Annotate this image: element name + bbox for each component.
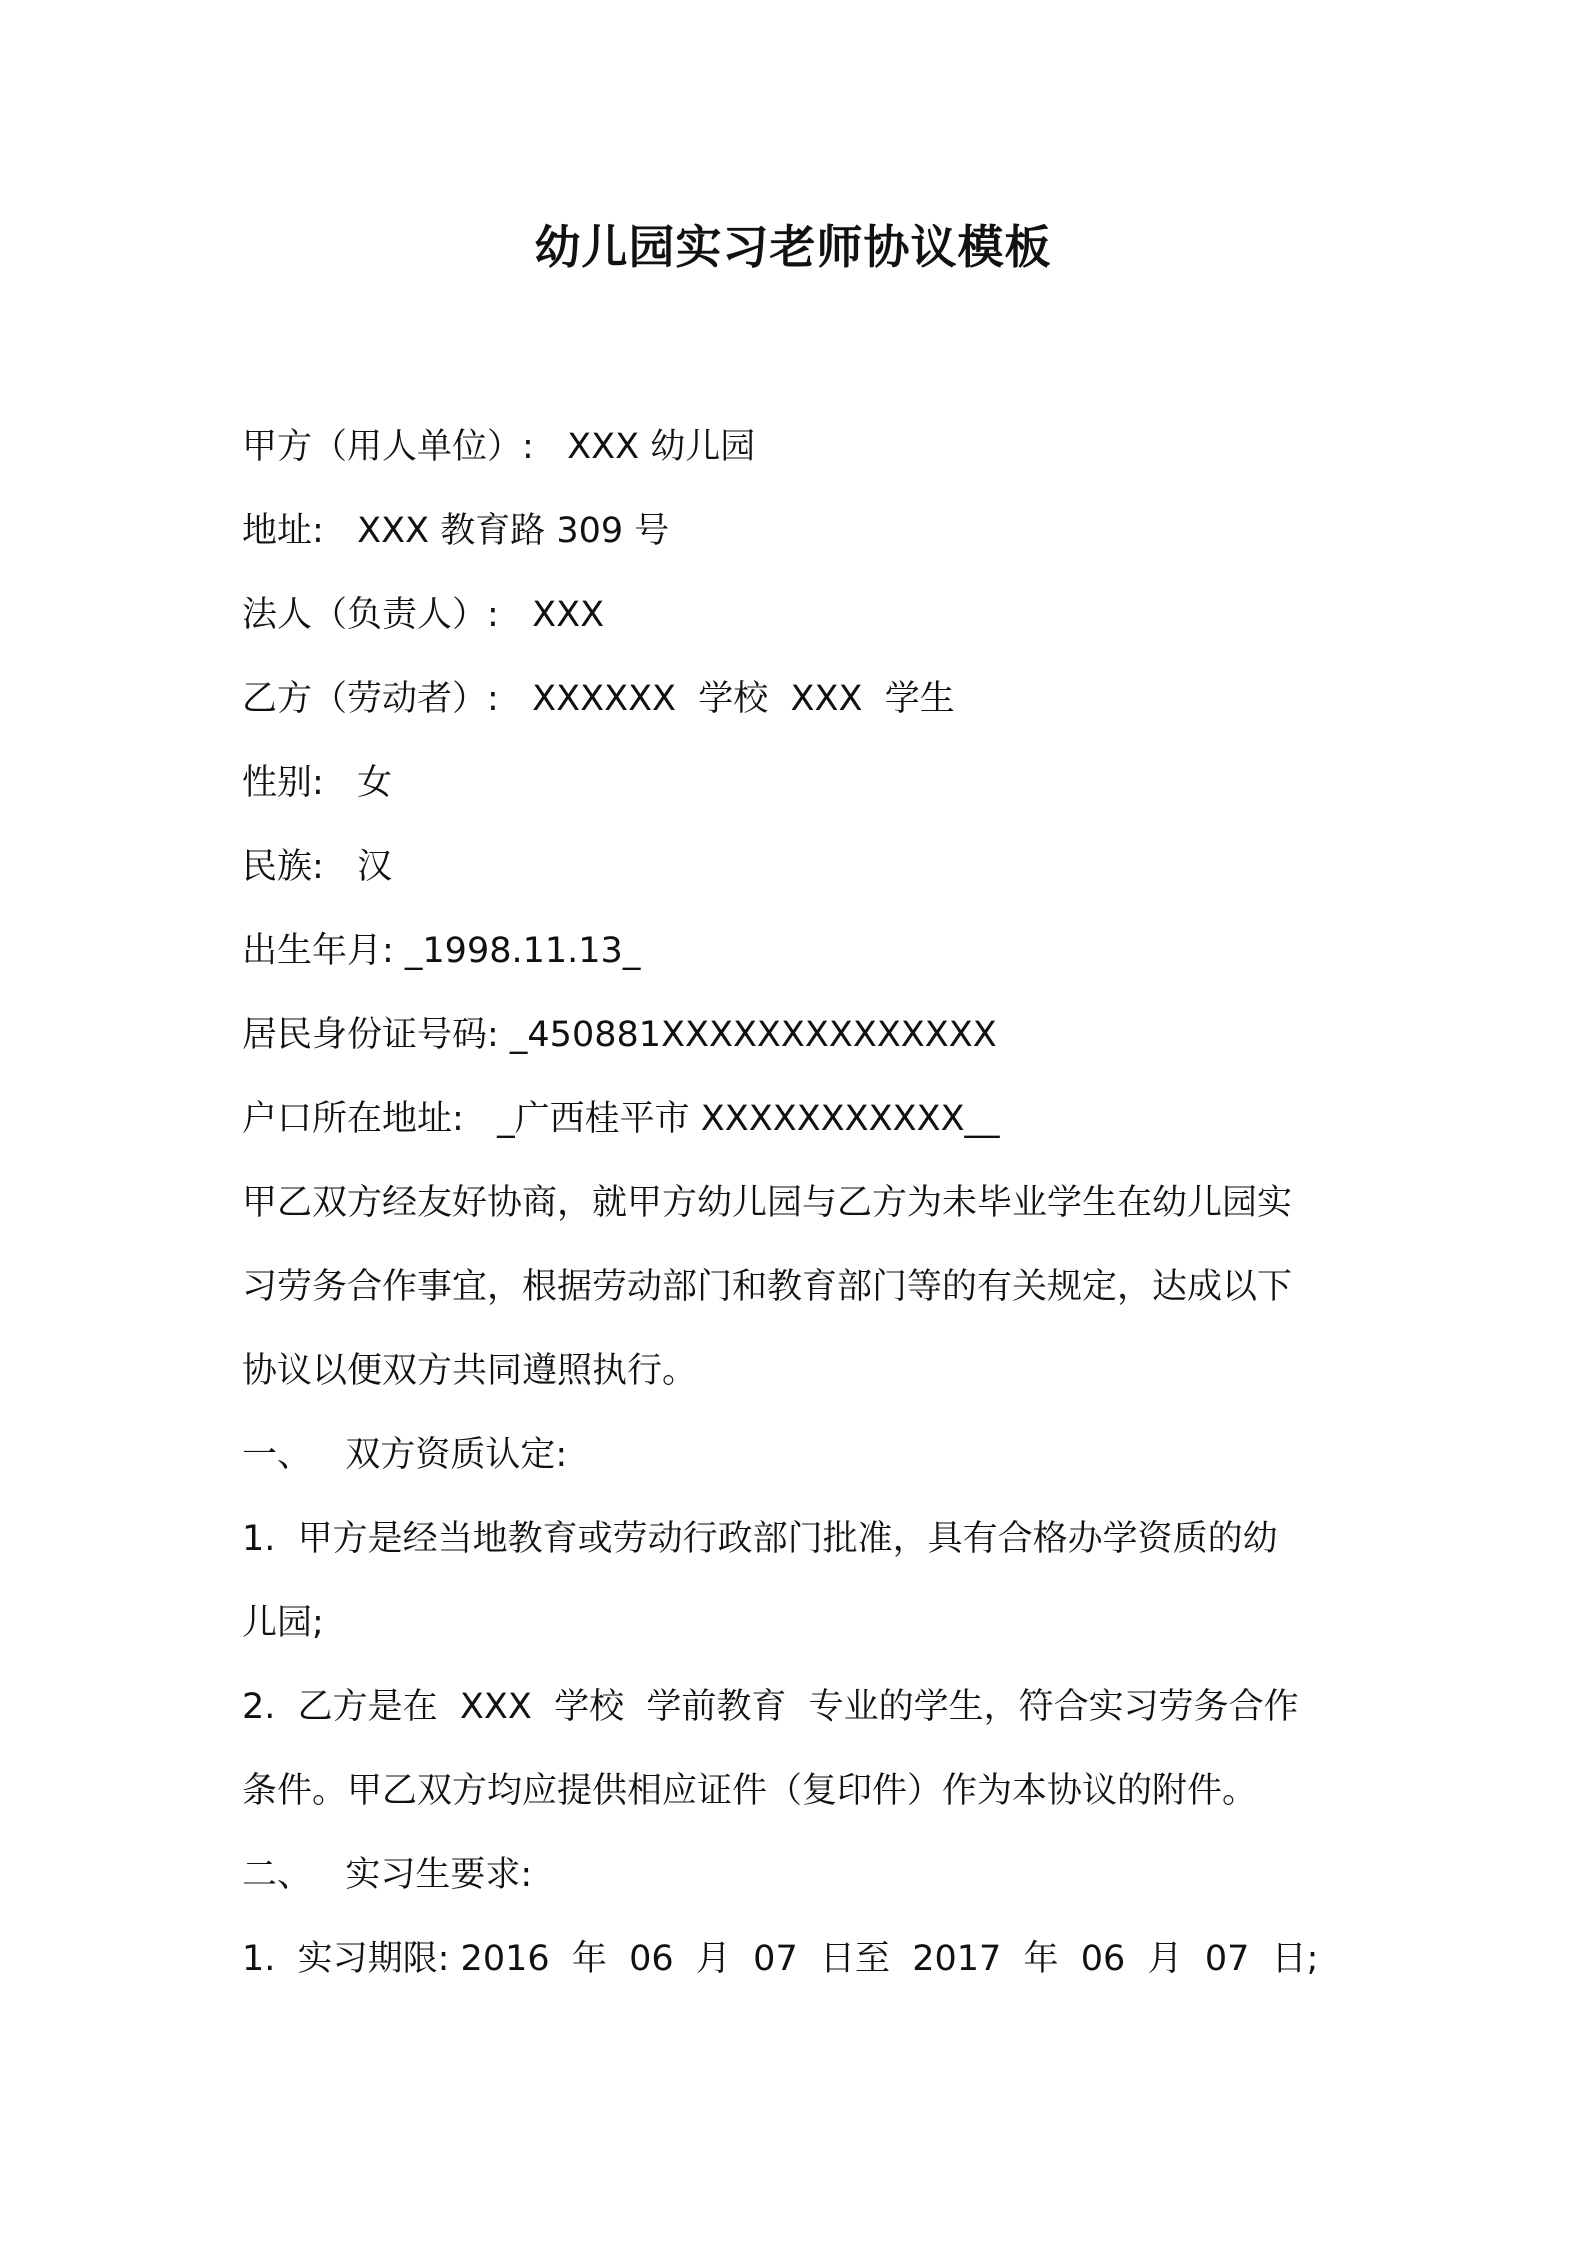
intro-paragraph-line: 协议以便双方共同遵照执行。 [242, 1351, 698, 1391]
address-line: 地址: XXX 教育路 309 号 [242, 511, 670, 551]
ethnicity-line: 民族: 汉 [242, 847, 393, 887]
id-number-line: 居民身份证号码: _450881XXXXXXXXXXXXXX [242, 1015, 997, 1055]
legal-rep-line: 法人（负责人）: XXX [242, 595, 605, 635]
gender-line: 性别: 女 [242, 763, 393, 803]
intro-paragraph-line: 甲乙双方经友好协商，就甲方幼儿园与乙方为未毕业学生在幼儿园实 [242, 1183, 1293, 1223]
section-heading: 一、 双方资质认定: [242, 1435, 568, 1475]
party-a-line: 甲方（用人单位）: XXX 幼儿园 [242, 427, 756, 467]
birth-date-line: 出生年月: _1998.11.13_ [242, 931, 641, 971]
party-b-line: 乙方（劳动者）: XXXXXX 学校 XXX 学生 [242, 679, 955, 719]
clause-line: 2. 乙方是在 XXX 学校 学前教育 专业的学生，符合实习劳务合作 [242, 1687, 1299, 1727]
clause-line: 1. 甲方是经当地教育或劳动行政部门批准，具有合格办学资质的幼 [242, 1519, 1278, 1559]
clause-line: 条件。甲乙双方均应提供相应证件（复印件）作为本协议的附件。 [242, 1771, 1258, 1811]
section-heading: 二、 实习生要求: [242, 1855, 533, 1895]
clause-line: 1. 实习期限: 2016 年 06 月 07 日至 2017 年 06 月 07 日; [242, 1939, 1319, 1979]
household-address-line: 户口所在地址: _广西桂平市 XXXXXXXXXXX__ [242, 1099, 1000, 1139]
document-body [242, 405, 1362, 2001]
clause-line: 儿园; [242, 1603, 324, 1643]
document-title: 幼儿园实习老师协议模板 [534, 220, 1052, 274]
intro-paragraph-line: 习劳务合作事宜，根据劳动部门和教育部门等的有关规定，达成以下 [242, 1267, 1293, 1307]
